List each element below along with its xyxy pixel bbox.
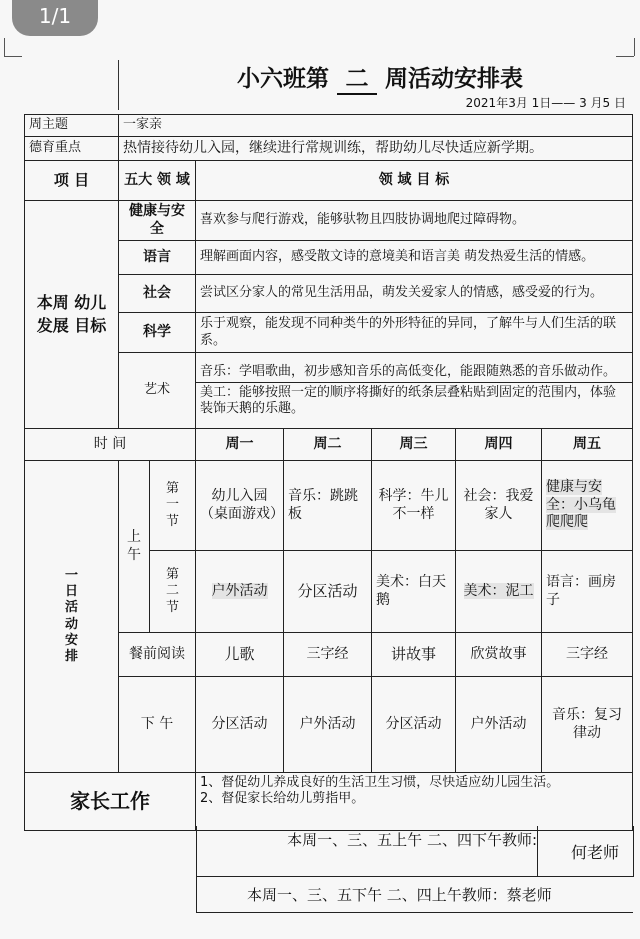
period1-cell: 健康与安全：小乌龟爬爬爬 [546,479,616,531]
goal-text-music: 音乐：学唱歌曲，初步感知音乐的高低变化，能跟随熟悉的音乐做动作。 [196,362,632,383]
teacher-line-2: 本周一、三、五下午 二、四上午教师：蔡老师 [247,886,552,904]
reading-cell: 儿歌 [196,633,284,677]
afternoon-cell: 分区活动 [196,677,284,773]
teacher-divider [537,826,538,876]
teacher-name-1: 何老师 [570,843,619,862]
crop-mark [4,38,5,56]
crop-mark [634,38,635,56]
period2-cell: 分区活动 [284,551,372,633]
afternoon-label: 下 午 [119,677,196,773]
reading-label: 餐前阅读 [119,633,196,677]
afternoon-cell: 户外活动 [456,677,542,773]
goals-header-row [25,161,633,201]
period1-cell: 幼儿入园（桌面游戏） [196,461,284,551]
goal-row [25,201,633,241]
afternoon-cell: 分区活动 [372,677,456,773]
afternoon-cell: 音乐：复习律动 [542,677,633,773]
reading-cell: 三字经 [284,633,372,677]
reading-cell: 讲故事 [372,633,456,677]
crop-mark [616,56,634,57]
margin-line [118,60,119,110]
day-header: 周一 [196,429,284,461]
domain-header: 五大 领 域 [119,161,196,201]
daily-section-label: 一日活动安排 [25,461,119,773]
goal-domain: 科学 [119,313,196,353]
goals-section-label: 本周 幼儿 发展 目标 [25,201,119,429]
day-header: 周三 [372,429,456,461]
page-indicator: 1/1 [12,0,98,36]
teacher-line-1: 本周一、三、五上午 二、四下午教师: [287,831,537,849]
period2-cell: 语言：画房子 [542,551,633,633]
teacher-row-1 [196,826,634,877]
item-header: 项 目 [25,161,119,201]
reading-cell: 欣赏故事 [456,633,542,677]
theme-row [25,115,633,137]
goal-domain: 健康与安全 [119,201,196,241]
parents-item: 2、督促家长给幼儿剪指甲。 [200,791,365,807]
morning-label: 上午 [119,461,150,633]
parents-item: 1、督促幼儿养成良好的生活卫生习惯，尽快适应幼儿园生活。 [200,775,560,790]
reading-cell: 三字经 [542,633,633,677]
moral-value: 热情接待幼儿入园，继续进行常规训练，帮助幼儿尽快适应新学期。 [119,137,633,161]
title-suffix: 周活动安排表 [385,66,524,92]
day-header: 周二 [284,429,372,461]
theme-value: 一家亲 [119,115,633,137]
period1-label: 第一节 [150,461,196,551]
period1-cell: 社会：我爱家人 [456,461,542,551]
day-header: 周五 [542,429,633,461]
period2-cell: 户外活动 [211,582,268,599]
goal-domain: 艺术 [119,353,196,429]
period1-cell: 音乐：跳跳板 [284,461,372,551]
goal-domain: 社会 [119,275,196,313]
parents-row [25,773,633,831]
goal-text: 乐于观察，能发现不同种类牛的外形特征的异同，了解牛与人们生活的联系。 [196,313,633,353]
period2-cell: 美术：泥工 [463,582,534,599]
title-prefix: 小六班第 [236,66,329,92]
period1-cell: 科学：牛儿不一样 [372,461,456,551]
time-label: 时 间 [25,429,196,461]
parents-label: 家长工作 [25,773,196,831]
crop-mark [4,56,22,57]
period1-row [25,461,633,551]
goal-text-craft: 美工：能够按照一定的顺序将撕好的纸条层叠粘贴到固定的范围内，体验装饰天鹅的乐趣。 [200,384,617,417]
goal-text: 喜欢参与爬行游戏，能够驮物且四肢协调地爬过障碍物。 [196,201,633,241]
schedule-table [24,114,633,831]
date-range: 2021年3月 1日—— 3 月5 日 [465,96,626,110]
day-header: 周四 [456,429,542,461]
teacher-row-2 [196,876,633,913]
page-title [150,60,610,95]
time-header-row [25,429,633,461]
goal-domain: 语言 [119,241,196,275]
afternoon-cell: 户外活动 [284,677,372,773]
week-number: 二 [337,60,377,95]
period2-label: 第二节 [150,551,196,633]
target-header: 领 域 目 标 [196,161,633,201]
goal-text: 理解画面内容，感受散文诗的意境美和语言美 萌发热爱生活的情感。 [196,241,633,275]
period2-cell: 美术：白天鹅 [372,551,456,633]
goal-text: 尝试区分家人的常见生活用品，萌发关爱家人的情感，感受爱的行为。 [196,275,633,313]
moral-row [25,137,633,161]
moral-label: 德育重点 [25,137,119,161]
theme-label: 周主题 [25,115,119,137]
